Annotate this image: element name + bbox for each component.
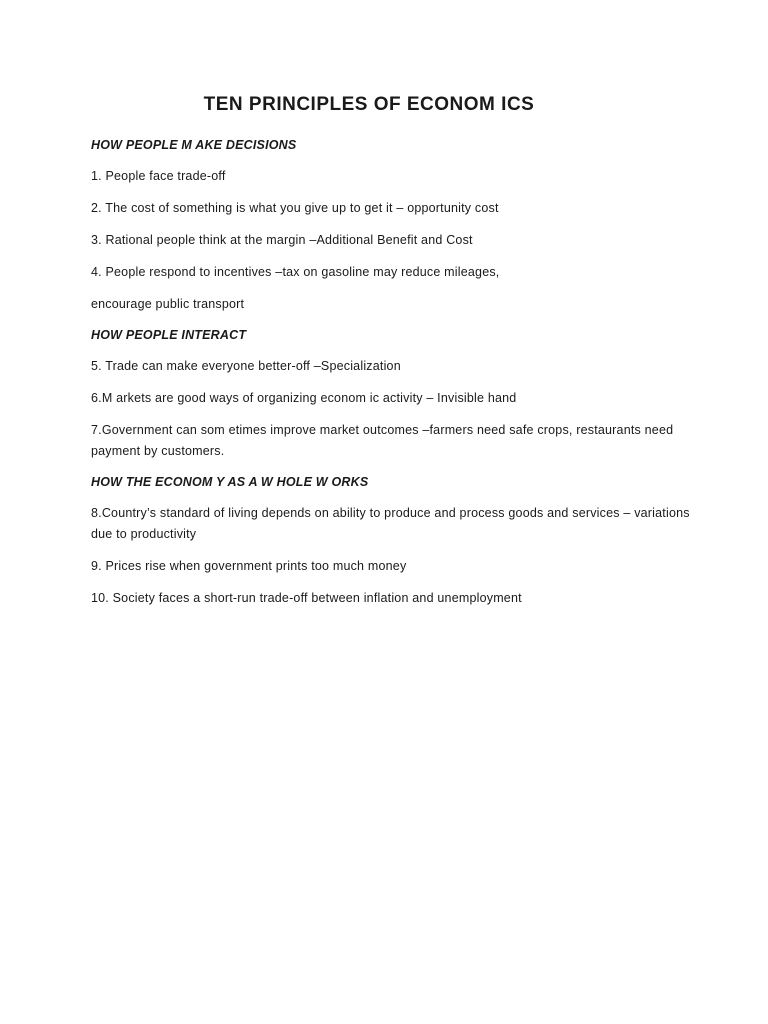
principle-item: 8.Country’s standard of living depends on ability to produce and process goods and services – variations due to productivity (91, 506, 690, 541)
principle-item: 9. Prices rise when government prints too much money (91, 559, 407, 573)
section-heading-economy: HOW THE ECONOM Y AS A W HOLE W ORKS (91, 475, 369, 489)
section-heading-decisions: HOW PEOPLE M AKE DECISIONS (91, 138, 297, 152)
section-heading-interact: HOW PEOPLE INTERACT (91, 328, 247, 342)
principle-item: 7.Government can som etimes improve market outcomes –farmers need safe crops, restaurants need payment by customers. (91, 423, 674, 458)
page-title: TEN PRINCIPLES OF ECONOM ICS (203, 94, 535, 115)
principle-item: 10. Society faces a short-run trade-off between inflation and unemployment (91, 591, 522, 605)
principle-item: 5. Trade can make everyone better-off –Specialization (91, 359, 401, 373)
principle-item: 3. Rational people think at the margin –Additional Benefit and Cost (91, 233, 473, 247)
principle-item: 4. People respond to incentives –tax on gasoline may reduce mileages, (91, 265, 500, 279)
principle-item: 6.M arkets are good ways of organizing econom ic activity – Invisible hand (91, 391, 517, 405)
principle-item: 1. People face trade-off (91, 169, 226, 183)
principle-item-continuation: encourage public transport (91, 297, 245, 311)
principle-item: 2. The cost of something is what you give up to get it – opportunity cost (91, 201, 499, 215)
document-body (91, 136, 691, 609)
